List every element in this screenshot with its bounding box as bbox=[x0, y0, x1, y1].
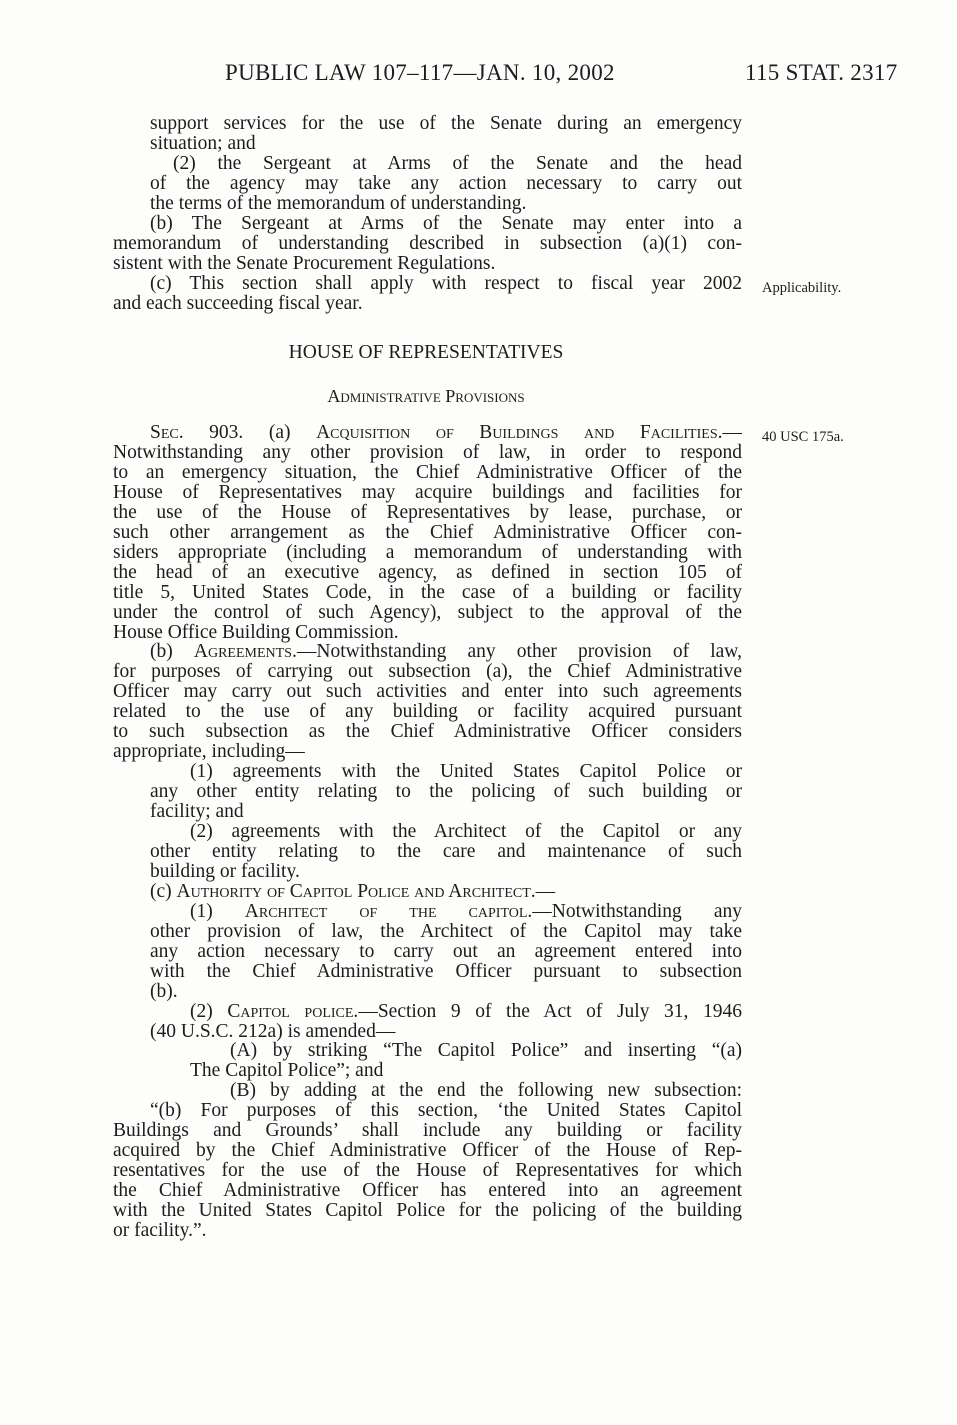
text-line bbox=[113, 1181, 742, 1201]
text-run: (40 U.S.C. 212a) is amended— bbox=[150, 1020, 396, 1042]
text-run: (2) agreements with the Architect of the Capitol or any bbox=[190, 822, 742, 842]
text-line bbox=[113, 463, 742, 483]
text-run: Officer may carry out such activities and enter into such agreements bbox=[113, 682, 742, 703]
text-run: with the Chief Administrative Officer pursuant to subsection bbox=[150, 961, 742, 982]
text-run: (1) agreements with the United States Capitol Police or bbox=[190, 762, 742, 783]
heading-house: HOUSE OF REPRESENTATIVES bbox=[288, 342, 564, 363]
text-run: the use of the House of Representatives by lease, purchase, or bbox=[113, 502, 742, 523]
text-line bbox=[230, 1081, 742, 1101]
text-run: House of Representatives may acquire buildings and facilities for bbox=[113, 482, 742, 503]
page-number: 115 STAT. 2317 bbox=[745, 60, 898, 85]
text-run: and each succeeding fiscal year. bbox=[113, 292, 363, 314]
text-line bbox=[113, 603, 742, 623]
text-line bbox=[113, 254, 742, 274]
text-line bbox=[150, 1022, 742, 1042]
text-run: of the agency may take any action necessary to carry out bbox=[150, 173, 742, 194]
text-run: support services for the use of the Senate during an emergency bbox=[150, 114, 742, 134]
text-run: — bbox=[722, 423, 742, 443]
text-run: other provision of law, the Architect of the Capitol may take bbox=[150, 921, 742, 942]
text-run: sistent with the Senate Procurement Regulations. bbox=[113, 252, 496, 274]
text-line bbox=[150, 642, 742, 662]
text-run: House Office Building Commission. bbox=[113, 621, 399, 643]
text-run: —Notwithstanding any other provision of law, bbox=[296, 642, 742, 663]
text-run: the head of an executive agency, as defined in section 105 of bbox=[113, 562, 742, 583]
small-caps-heading: Agreements. bbox=[193, 642, 297, 663]
text-line bbox=[190, 1002, 742, 1022]
text-line bbox=[150, 982, 742, 1002]
text-run: under the control of such Agency), subject to the approval of the bbox=[113, 602, 742, 623]
text-line bbox=[113, 563, 742, 583]
text-line bbox=[150, 114, 742, 134]
text-line bbox=[150, 962, 742, 982]
small-caps-heading: Sec. 903. bbox=[150, 423, 244, 443]
text-run: for purposes of carrying out subsection (a), the Chief Administrative bbox=[113, 662, 742, 683]
text-line bbox=[190, 822, 742, 842]
text-line bbox=[190, 762, 742, 782]
text-run: —Notwithstanding any bbox=[532, 901, 742, 922]
running-header-title: PUBLIC LAW 107–117—JAN. 10, 2002 bbox=[225, 60, 615, 85]
text-line bbox=[150, 134, 742, 154]
text-line bbox=[150, 174, 742, 194]
text-run: appropriate, including— bbox=[113, 741, 305, 763]
text-line bbox=[113, 523, 742, 543]
text-line bbox=[173, 154, 742, 174]
text-run: — bbox=[535, 880, 556, 902]
text-run: situation; and bbox=[150, 132, 256, 154]
text-run: Notwithstanding any other provision of law, in order to respond bbox=[113, 442, 742, 463]
margin-note-applicability: Applicability. bbox=[762, 280, 842, 296]
text-line bbox=[113, 1161, 742, 1181]
text-line bbox=[113, 294, 742, 314]
heading-administrative-provisions: Administrative Provisions bbox=[327, 386, 525, 406]
text-run: (2) bbox=[190, 1001, 228, 1022]
text-line bbox=[113, 662, 742, 682]
text-run: “(b) For purposes of this section, ‘the United States Capitol bbox=[150, 1101, 742, 1122]
margin-note-usc: 40 USC 175a. bbox=[762, 429, 844, 445]
text-line bbox=[150, 274, 742, 294]
text-line bbox=[150, 862, 742, 882]
text-run: siders appropriate (including a memorandum of understanding with bbox=[113, 542, 742, 563]
text-line bbox=[113, 583, 742, 603]
small-caps-heading: Acquisition of Buildings and Facilities. bbox=[316, 423, 723, 443]
text-run: (b) bbox=[150, 642, 194, 663]
text-line bbox=[150, 942, 742, 962]
text-line bbox=[150, 922, 742, 942]
text-line bbox=[190, 1061, 742, 1081]
text-run: (A) by striking “The Capitol Police” and inserting “(a) bbox=[230, 1041, 742, 1062]
text-run: (a) bbox=[243, 423, 317, 443]
text-line bbox=[150, 782, 742, 802]
small-caps-heading: Authority of Capitol Police and Architect. bbox=[176, 880, 536, 902]
small-caps-heading: Capitol police. bbox=[227, 1001, 359, 1022]
text-run: (2) the Sergeant at Arms of the Senate and the head bbox=[173, 153, 742, 174]
text-line bbox=[150, 194, 742, 214]
text-run: (B) by adding at the end the following new subsection: bbox=[230, 1081, 742, 1102]
text-line bbox=[150, 802, 742, 822]
text-run: to an emergency situation, the Chief Administrative Officer of the bbox=[113, 462, 742, 483]
text-run: (b) The Sergeant at Arms of the Senate may enter into a bbox=[150, 213, 742, 234]
text-run: building or facility. bbox=[150, 860, 300, 882]
text-run: the Chief Administrative Officer has entered into an agreement bbox=[113, 1181, 742, 1202]
text-run: The Capitol Police”; and bbox=[190, 1060, 384, 1082]
text-line bbox=[190, 902, 742, 922]
text-line bbox=[113, 1121, 742, 1141]
text-run: (c) This section shall apply with respect to fiscal year 2002 bbox=[150, 273, 742, 294]
text-run: to such subsection as the Chief Administrative Officer considers bbox=[113, 722, 742, 743]
text-run: facility; and bbox=[150, 801, 244, 823]
text-run: title 5, United States Code, in the case of a building or facility bbox=[113, 582, 742, 603]
text-run: resentatives for the use of the House of Representatives for which bbox=[113, 1161, 742, 1182]
text-line bbox=[150, 842, 742, 862]
text-run: memorandum of understanding described in subsection (a)(1) con- bbox=[113, 233, 742, 254]
text-line bbox=[230, 1041, 742, 1061]
text-run: related to the use of any building or facility acquired pursuant bbox=[113, 702, 742, 723]
text-line bbox=[113, 722, 742, 742]
text-line bbox=[113, 543, 742, 563]
text-run: (1) bbox=[190, 901, 245, 922]
text-run: such other arrangement as the Chief Administrative Officer con- bbox=[113, 522, 742, 543]
text-line bbox=[113, 623, 742, 643]
text-run: (b). bbox=[150, 980, 178, 1002]
text-line bbox=[113, 1201, 742, 1221]
text-run: any action necessary to carry out an agreement entered into bbox=[150, 941, 742, 962]
text-run: any other entity relating to the policing of such building or bbox=[150, 782, 742, 803]
text-run: other entity relating to the care and maintenance of such bbox=[150, 841, 742, 862]
text-run: the terms of the memorandum of understanding. bbox=[150, 192, 527, 214]
small-caps-heading: Architect of the capitol. bbox=[244, 901, 533, 922]
text-run: or facility.”. bbox=[113, 1220, 207, 1241]
text-line bbox=[113, 234, 742, 254]
text-line bbox=[150, 214, 742, 234]
text-line bbox=[113, 682, 742, 702]
text-run: with the United States Capitol Police for the policing of the building bbox=[113, 1201, 742, 1222]
text-line bbox=[113, 503, 742, 523]
text-line bbox=[113, 742, 742, 762]
text-line bbox=[150, 423, 742, 443]
text-run: —Section 9 of the Act of July 31, 1946 bbox=[358, 1001, 742, 1022]
text-run: Buildings and Grounds’ shall include any building or facility bbox=[113, 1121, 742, 1142]
text-line bbox=[150, 882, 742, 902]
text-line bbox=[150, 1101, 742, 1121]
text-line bbox=[113, 702, 742, 722]
text-line bbox=[113, 1141, 742, 1161]
text-line bbox=[113, 443, 742, 463]
text-run: (c) bbox=[150, 880, 177, 902]
text-line bbox=[113, 483, 742, 503]
text-line bbox=[113, 1221, 742, 1241]
text-run: acquired by the Chief Administrative Officer of the House of Rep- bbox=[113, 1141, 742, 1162]
